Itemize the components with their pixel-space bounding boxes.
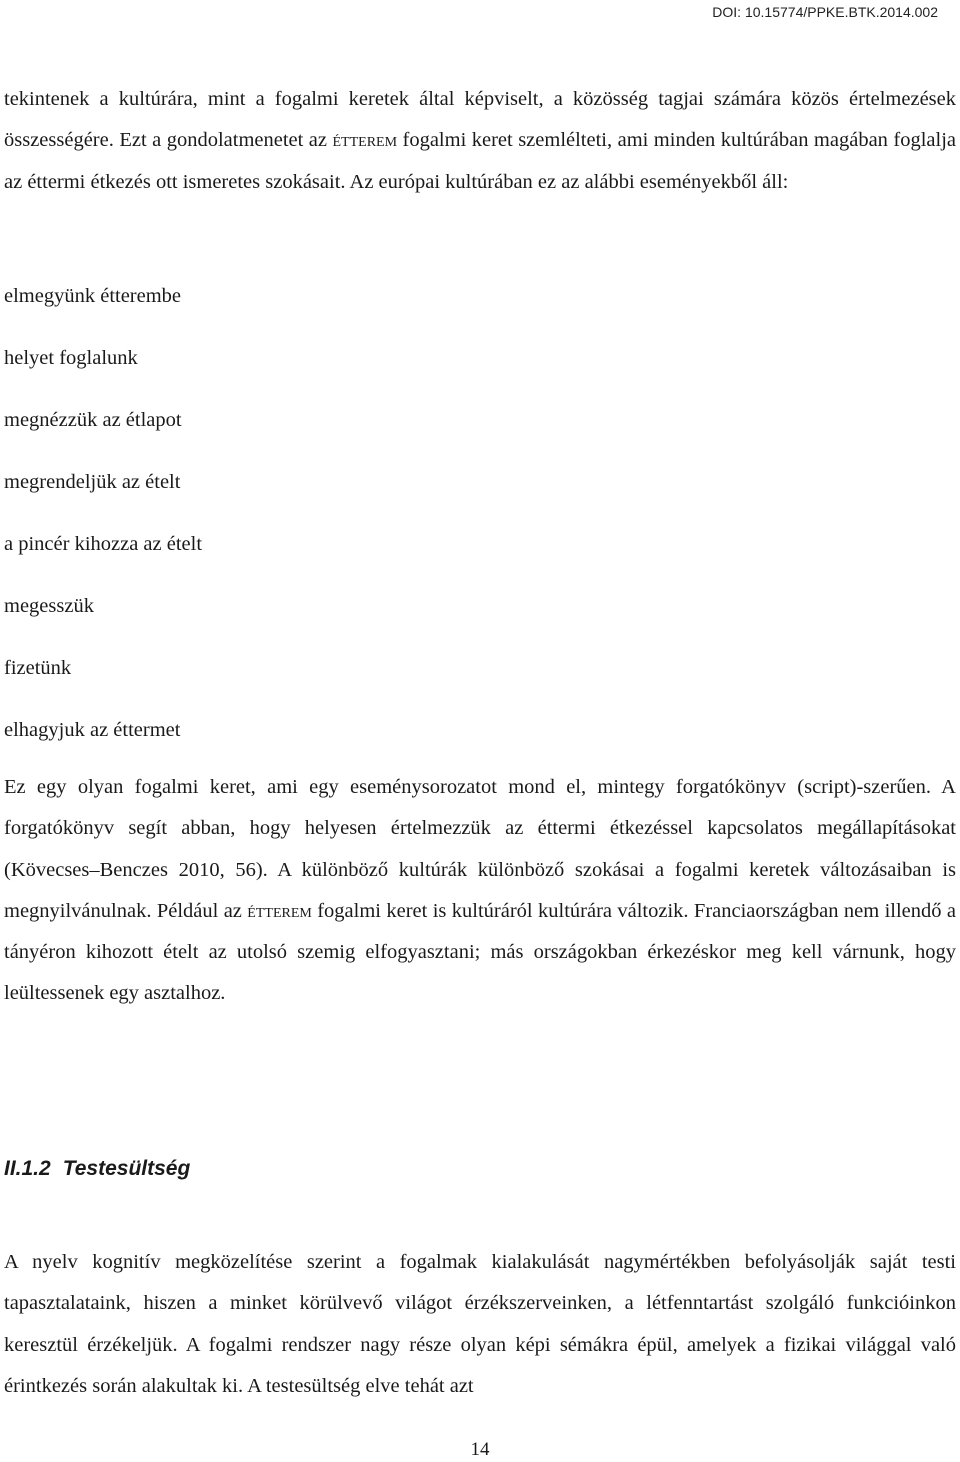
- section-heading: [4, 1154, 190, 1184]
- paragraph-script: [4, 767, 956, 1015]
- paragraph-script-text-1: Ez egy olyan fogalmi keret, ami egy eseménysorozatot mond el, mintegy forgatókönyv (script)-szerűen. A forgatókönyv segít abban, hogy helyesen értelmezzük az éttermi étkezéssel kapcsolatos megállapításokat (Kövecses–Benczes 2010, 56). A különböző kultúrák különböző szokásai a fogalmi keretek változásaiban is megnyilvánulnak. Például az: [4, 776, 956, 922]
- list-item-1: elmegyünk étterembe: [4, 285, 182, 307]
- list-item-4: megrendeljük az ételt: [4, 471, 181, 493]
- paragraph-intro-text-2: fogalmi keret szemlélteti, ami minden kultúrában magában foglalja az éttermi étkezés ott ismeretes szokásait. Az európai kultúrában ez az alábbi eseményekből áll:: [4, 129, 957, 193]
- paragraph-intro: [4, 79, 956, 203]
- doi-header: DOI: 10.15774/PPKE.BTK.2014.002: [712, 4, 938, 20]
- list-item-8: elhagyjuk az éttermet: [4, 719, 181, 741]
- list-item-3: megnézzük az étlapot: [4, 409, 182, 431]
- term-etterem-2: étterem: [247, 899, 312, 922]
- section-title: Testesültség: [62, 1157, 191, 1180]
- list-item-5: a pincér kihozza az ételt: [4, 533, 203, 555]
- section-number: II.1.2: [4, 1157, 51, 1180]
- list-item-2: helyet foglalunk: [4, 347, 138, 369]
- list-item-6: megesszük: [4, 595, 94, 617]
- paragraph-script-text-2: fogalmi keret is kultúráról kultúrára változik. Franciaországban nem illendő a tányéron kihozott ételt az utolsó szemig elfogyasztani; más országokban érkezéskor meg kell várnunk, hogy leültessenek egy asztalhoz.: [4, 899, 956, 1005]
- term-etterem: étterem: [332, 129, 398, 152]
- page-number: 14: [470, 1439, 490, 1460]
- paragraph-embodiment: A nyelv kognitív megközelítése szerint a fogalmak kialakulását nagymértékben befolyásolják saját testi tapasztalataink, hiszen a minket körülvevő világot érzékszerveinken, a létfenntartást szolgáló funkcióinkon keresztül érzékeljük. A fogalmi rendszer nagy része olyan képi sémákra épül, amelyek a fizikai világgal való érintkezés során alakultak ki. A testesültség elve tehát azt: [4, 1251, 956, 1397]
- paragraph-intro-text-1: tekintenek a kultúrára, mint a fogalmi keretek által képviselt, a közösség tagjai számára közös értelmezések összességére. Ezt a gondolatmenetet az: [4, 88, 956, 152]
- list-item-7: fizetünk: [4, 657, 72, 679]
